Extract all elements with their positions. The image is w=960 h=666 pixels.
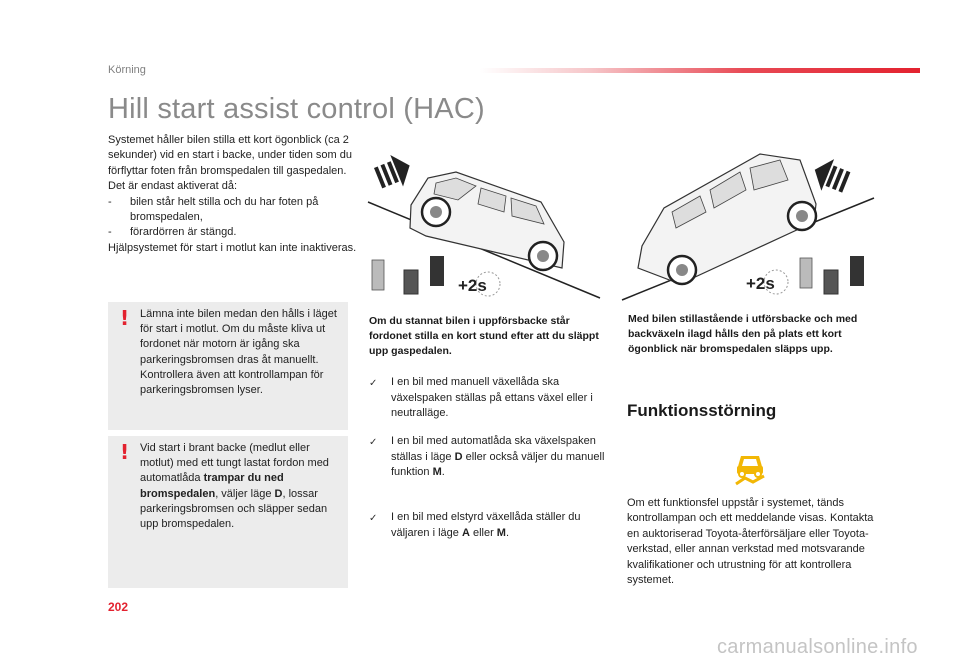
section-heading: Funktionsstörning bbox=[627, 401, 777, 420]
section-label: Körning bbox=[108, 64, 146, 76]
warning-icon: ! bbox=[120, 440, 130, 464]
warning-text: Vid start i brant backe (medlut eller motlut) med ett tungt lastat fordon med automatlåda trampar du ned bromspedalen, väljer läge D, lossar parkeringsbromsen och släpper sedan upp bromspedalen. bbox=[140, 442, 329, 531]
downhill-caption: Med bilen stillastående i utförsbacke och med backväxeln ilagd hålls den på plats ett kort ögonblick när bromspedalen släpps upp. bbox=[628, 313, 858, 355]
intro-outro: Hjälpsystemet för start i motlut kan inte inaktiveras. bbox=[108, 241, 357, 254]
dash-mark: - bbox=[108, 195, 112, 208]
warning-icon: ! bbox=[120, 306, 130, 330]
malfunction-text: Om ett funktionsfel uppstår i systemet, tänds kontrollampan och ett meddelande visas. Kontakta en auktoriserad Toyota-återförsäljare eller Toyota-verkstad, eller annan verkstad med motsvarande kvalifikationer och utrustning för att kontrollera systemet. bbox=[627, 497, 874, 587]
warning-text: Lämna inte bilen medan den hålls i läget för start i motlut. Om du måste kliva ut fordonet när motorn är igång ska parkeringsbromsen dras åt manuellt. Kontrollera även att kontrollampan för parkeringsbromsen lyser. bbox=[140, 308, 337, 397]
checkbox-icon: ✓ bbox=[369, 378, 378, 389]
dash-mark: - bbox=[108, 226, 112, 239]
header-accent-bar bbox=[480, 68, 920, 73]
condition-text: bilen står helt stilla och du har foten på bromspedalen, bbox=[130, 195, 319, 224]
checkbox-icon: ✓ bbox=[369, 513, 378, 524]
van-icon bbox=[638, 154, 816, 284]
condition-text: förardörren är stängd. bbox=[130, 226, 237, 239]
bullet-text: I en bil med manuell växellåda ska växelspaken ställas på ettans växel eller i neutralläge. bbox=[391, 376, 593, 419]
watermark: carmanualsonline.info bbox=[717, 636, 918, 658]
bullet-item bbox=[369, 375, 609, 422]
emphasis: trampar du ned bromspedalen bbox=[140, 472, 284, 500]
timer-badge bbox=[746, 270, 788, 294]
motion-arrow-icon bbox=[808, 154, 852, 198]
hill-assist-fault-icon bbox=[733, 452, 767, 486]
warning-box bbox=[108, 302, 348, 430]
pedal-icon bbox=[800, 256, 864, 294]
page-number: 202 bbox=[108, 600, 129, 614]
van-icon bbox=[410, 172, 564, 270]
bullet-text: I en bil med automatlåda ska växelspaken ställas i läge D eller också väljer du manuell funktion M. bbox=[391, 435, 605, 478]
uphill-caption: Om du stannat bilen i uppförsbacke står fordonet stilla en kort stund efter att du släppt upp gaspedalen. bbox=[369, 315, 599, 357]
downhill-van-illustration bbox=[620, 150, 876, 305]
condition-item bbox=[108, 195, 358, 226]
pedal-icon bbox=[372, 256, 444, 294]
motion-arrow-icon bbox=[372, 150, 416, 194]
timer-label: +2s bbox=[746, 274, 775, 293]
intro-paragraph: Systemet håller bilen stilla ett kort ögonblick (ca 2 sekunder) vid en start i backe, under tiden som du förflyttar foten från bromspedalen till gaspedalen. bbox=[108, 134, 352, 177]
bullet-item bbox=[369, 510, 609, 541]
page-title: Hill start assist control (HAC) bbox=[108, 93, 485, 125]
checkbox-icon: ✓ bbox=[369, 437, 378, 448]
bullet-text: I en bil med elstyrd växellåda ställer du väljaren i läge A eller M. bbox=[391, 511, 581, 539]
gear-d: D bbox=[274, 487, 283, 500]
uphill-van-illustration bbox=[366, 150, 602, 305]
condition-item bbox=[108, 225, 358, 240]
warning-box bbox=[108, 436, 348, 588]
intro-text bbox=[108, 133, 358, 256]
bullet-item bbox=[369, 434, 609, 481]
timer-label: +2s bbox=[458, 276, 487, 295]
timer-badge bbox=[458, 272, 500, 296]
intro-active-lead: Det är endast aktiverat då: bbox=[108, 180, 238, 193]
